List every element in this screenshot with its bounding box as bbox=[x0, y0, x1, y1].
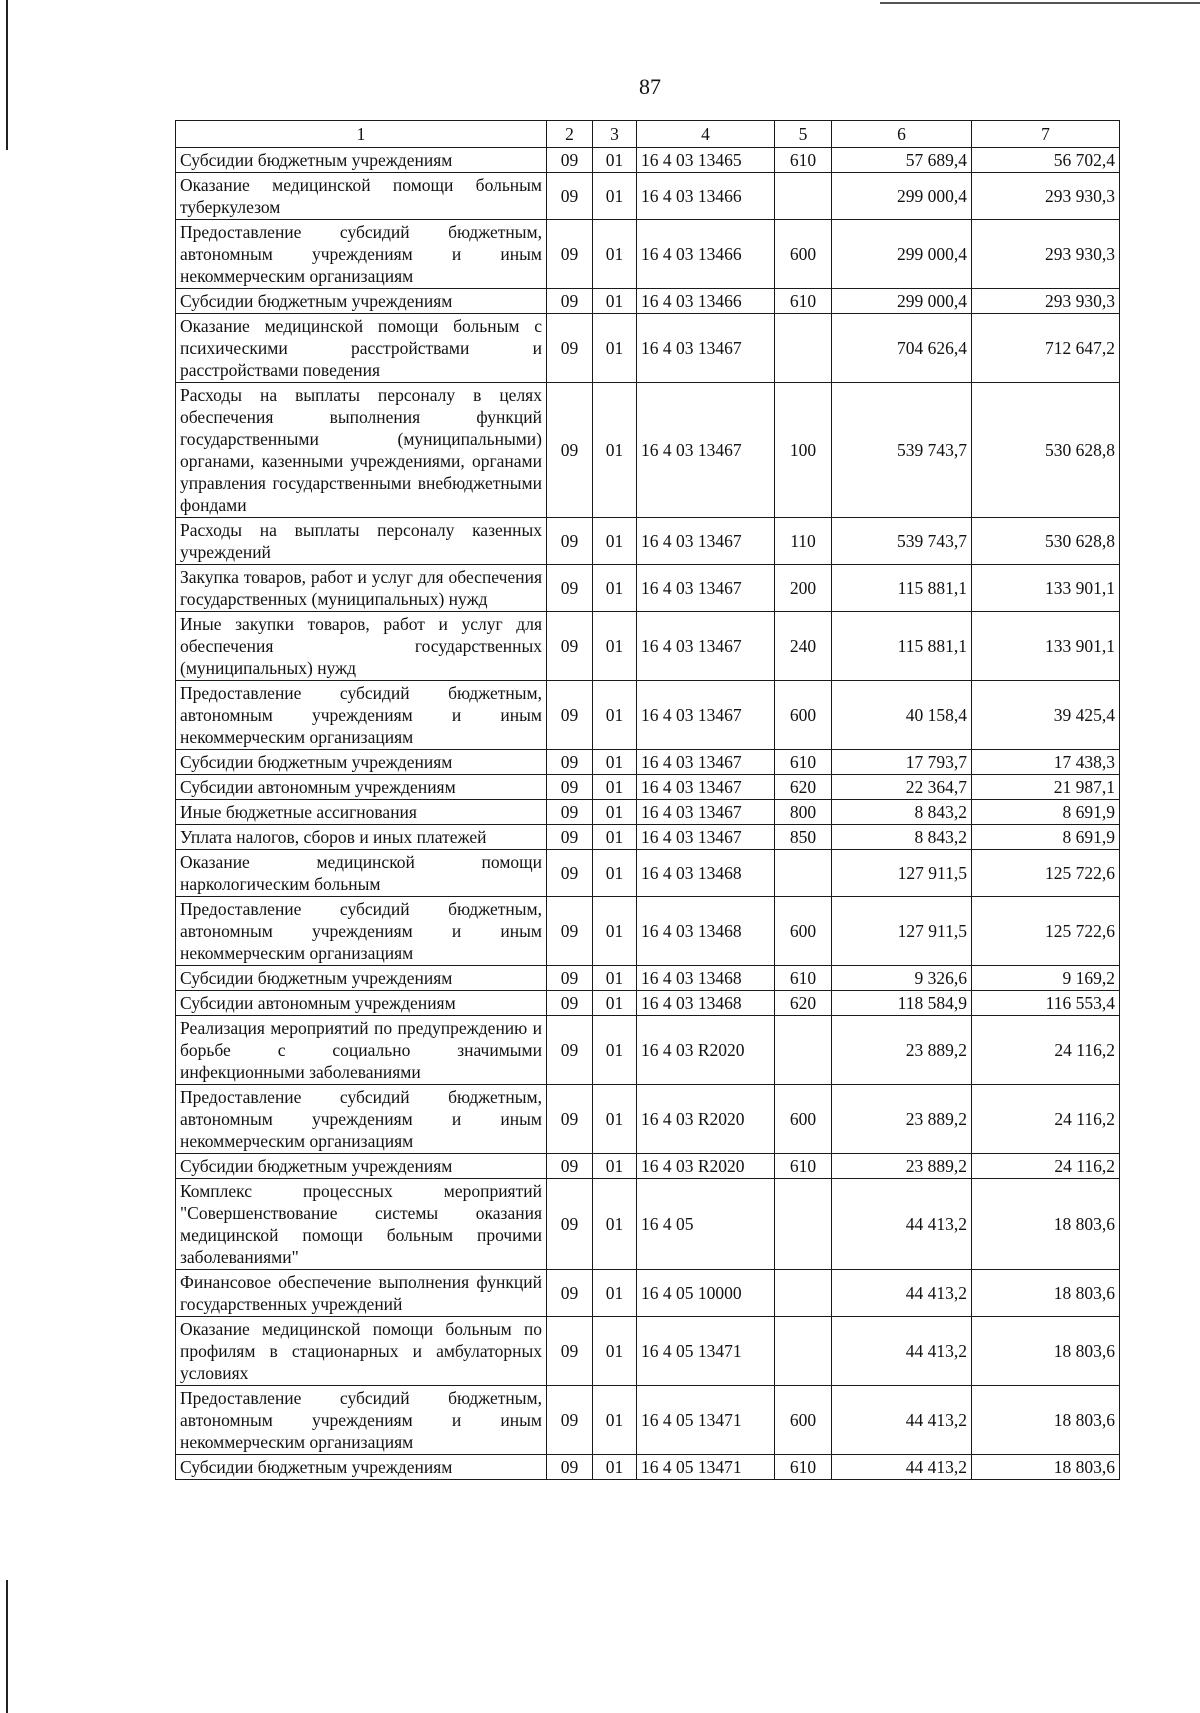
subsection-code-cell: 01 bbox=[593, 1317, 637, 1386]
subsection-code-cell: 01 bbox=[593, 314, 637, 383]
target-article-cell: 16 4 03 13468 bbox=[637, 966, 775, 991]
section-code-cell: 09 bbox=[547, 1386, 593, 1455]
scan-edge-mark bbox=[6, 1580, 8, 1713]
section-code-cell: 09 bbox=[547, 314, 593, 383]
amount-year-2-cell: 17 438,3 bbox=[972, 750, 1120, 775]
expenditure-name-cell: Субсидии бюджетным учреждениям bbox=[176, 1455, 547, 1480]
table-row bbox=[176, 565, 1120, 612]
amount-year-2-cell: 8 691,9 bbox=[972, 825, 1120, 850]
expenditure-name-cell: Субсидии бюджетным учреждениям bbox=[176, 750, 547, 775]
amount-year-1-cell: 44 413,2 bbox=[832, 1179, 972, 1270]
subsection-code-cell: 01 bbox=[593, 148, 637, 173]
amount-year-1-cell: 44 413,2 bbox=[832, 1455, 972, 1480]
target-article-cell: 16 4 03 13468 bbox=[637, 897, 775, 966]
expense-type-cell: 610 bbox=[775, 750, 832, 775]
expenditure-name-cell: Комплекс процессных мероприятий "Совершенствование системы оказания медицинской помощи больным прочими заболеваниями" bbox=[176, 1179, 547, 1270]
subsection-code-cell: 01 bbox=[593, 289, 637, 314]
expenditure-name-cell: Предоставление субсидий бюджетным, автономным учреждениям и иным некоммерческим организациям bbox=[176, 681, 547, 750]
table-row bbox=[176, 1270, 1120, 1317]
table-row bbox=[176, 314, 1120, 383]
expenditure-name-cell: Финансовое обеспечение выполнения функций государственных учреждений bbox=[176, 1270, 547, 1317]
amount-year-2-cell: 56 702,4 bbox=[972, 148, 1120, 173]
amount-year-1-cell: 8 843,2 bbox=[832, 800, 972, 825]
section-code-cell: 09 bbox=[547, 775, 593, 800]
subsection-code-cell: 01 bbox=[593, 565, 637, 612]
expense-type-cell bbox=[775, 1179, 832, 1270]
expense-type-cell: 610 bbox=[775, 966, 832, 991]
amount-year-1-cell: 299 000,4 bbox=[832, 173, 972, 220]
subsection-code-cell: 01 bbox=[593, 220, 637, 289]
column-header: 7 bbox=[972, 121, 1120, 148]
amount-year-2-cell: 530 628,8 bbox=[972, 383, 1120, 518]
expense-type-cell: 800 bbox=[775, 800, 832, 825]
expense-type-cell: 110 bbox=[775, 518, 832, 565]
table-row bbox=[176, 173, 1120, 220]
amount-year-2-cell: 8 691,9 bbox=[972, 800, 1120, 825]
amount-year-2-cell: 18 803,6 bbox=[972, 1179, 1120, 1270]
expenditure-name-cell: Оказание медицинской помощи наркологическим больным bbox=[176, 850, 547, 897]
amount-year-2-cell: 116 553,4 bbox=[972, 991, 1120, 1016]
section-code-cell: 09 bbox=[547, 966, 593, 991]
expense-type-cell bbox=[775, 850, 832, 897]
expense-type-cell: 600 bbox=[775, 897, 832, 966]
table-row bbox=[176, 289, 1120, 314]
amount-year-1-cell: 118 584,9 bbox=[832, 991, 972, 1016]
table-row bbox=[176, 1455, 1120, 1480]
expenditure-name-cell: Субсидии бюджетным учреждениям bbox=[176, 966, 547, 991]
section-code-cell: 09 bbox=[547, 612, 593, 681]
table-row bbox=[176, 681, 1120, 750]
section-code-cell: 09 bbox=[547, 1154, 593, 1179]
amount-year-1-cell: 9 326,6 bbox=[832, 966, 972, 991]
subsection-code-cell: 01 bbox=[593, 966, 637, 991]
subsection-code-cell: 01 bbox=[593, 1270, 637, 1317]
amount-year-2-cell: 125 722,6 bbox=[972, 897, 1120, 966]
expense-type-cell: 600 bbox=[775, 681, 832, 750]
table-row bbox=[176, 966, 1120, 991]
expense-type-cell bbox=[775, 1016, 832, 1085]
amount-year-1-cell: 23 889,2 bbox=[832, 1016, 972, 1085]
target-article-cell: 16 4 03 13468 bbox=[637, 991, 775, 1016]
section-code-cell: 09 bbox=[547, 220, 593, 289]
table-row bbox=[176, 825, 1120, 850]
amount-year-2-cell: 712 647,2 bbox=[972, 314, 1120, 383]
target-article-cell: 16 4 03 13467 bbox=[637, 825, 775, 850]
amount-year-2-cell: 9 169,2 bbox=[972, 966, 1120, 991]
expenditure-name-cell: Иные бюджетные ассигнования bbox=[176, 800, 547, 825]
amount-year-2-cell: 293 930,3 bbox=[972, 220, 1120, 289]
amount-year-1-cell: 44 413,2 bbox=[832, 1270, 972, 1317]
target-article-cell: 16 4 03 13467 bbox=[637, 681, 775, 750]
subsection-code-cell: 01 bbox=[593, 612, 637, 681]
subsection-code-cell: 01 bbox=[593, 518, 637, 565]
table-row bbox=[176, 897, 1120, 966]
amount-year-2-cell: 24 116,2 bbox=[972, 1016, 1120, 1085]
subsection-code-cell: 01 bbox=[593, 1016, 637, 1085]
amount-year-2-cell: 24 116,2 bbox=[972, 1154, 1120, 1179]
table-row bbox=[176, 1317, 1120, 1386]
target-article-cell: 16 4 03 R2020 bbox=[637, 1085, 775, 1154]
expense-type-cell bbox=[775, 1317, 832, 1386]
expenditure-name-cell: Субсидии бюджетным учреждениям bbox=[176, 148, 547, 173]
section-code-cell: 09 bbox=[547, 897, 593, 966]
amount-year-1-cell: 127 911,5 bbox=[832, 850, 972, 897]
target-article-cell: 16 4 03 R2020 bbox=[637, 1154, 775, 1179]
subsection-code-cell: 01 bbox=[593, 850, 637, 897]
expense-type-cell bbox=[775, 314, 832, 383]
target-article-cell: 16 4 03 13467 bbox=[637, 612, 775, 681]
table-row bbox=[176, 850, 1120, 897]
section-code-cell: 09 bbox=[547, 800, 593, 825]
section-code-cell: 09 bbox=[547, 750, 593, 775]
expenditure-name-cell: Реализация мероприятий по предупреждению и борьбе с социально значимыми инфекционными заболеваниями bbox=[176, 1016, 547, 1085]
expenditure-name-cell: Предоставление субсидий бюджетным, автономным учреждениям и иным некоммерческим организациям bbox=[176, 1386, 547, 1455]
target-article-cell: 16 4 03 R2020 bbox=[637, 1016, 775, 1085]
subsection-code-cell: 01 bbox=[593, 775, 637, 800]
subsection-code-cell: 01 bbox=[593, 1386, 637, 1455]
subsection-code-cell: 01 bbox=[593, 991, 637, 1016]
target-article-cell: 16 4 03 13467 bbox=[637, 518, 775, 565]
amount-year-2-cell: 18 803,6 bbox=[972, 1317, 1120, 1386]
table-row bbox=[176, 775, 1120, 800]
section-code-cell: 09 bbox=[547, 681, 593, 750]
scan-edge-mark bbox=[880, 2, 1200, 4]
amount-year-1-cell: 23 889,2 bbox=[832, 1085, 972, 1154]
expense-type-cell bbox=[775, 1270, 832, 1317]
expenditure-name-cell: Предоставление субсидий бюджетным, автономным учреждениям и иным некоммерческим организациям bbox=[176, 897, 547, 966]
expense-type-cell: 610 bbox=[775, 1154, 832, 1179]
table-row bbox=[176, 1016, 1120, 1085]
table-row bbox=[176, 220, 1120, 289]
section-code-cell: 09 bbox=[547, 383, 593, 518]
section-code-cell: 09 bbox=[547, 518, 593, 565]
amount-year-1-cell: 22 364,7 bbox=[832, 775, 972, 800]
target-article-cell: 16 4 03 13467 bbox=[637, 314, 775, 383]
subsection-code-cell: 01 bbox=[593, 750, 637, 775]
amount-year-2-cell: 39 425,4 bbox=[972, 681, 1120, 750]
expense-type-cell: 200 bbox=[775, 565, 832, 612]
column-header: 3 bbox=[593, 121, 637, 148]
expense-type-cell: 620 bbox=[775, 775, 832, 800]
amount-year-2-cell: 530 628,8 bbox=[972, 518, 1120, 565]
table-row bbox=[176, 991, 1120, 1016]
expenditure-name-cell: Предоставление субсидий бюджетным, автономным учреждениям и иным некоммерческим организациям bbox=[176, 220, 547, 289]
amount-year-2-cell: 18 803,6 bbox=[972, 1455, 1120, 1480]
amount-year-1-cell: 23 889,2 bbox=[832, 1154, 972, 1179]
expenditure-name-cell: Субсидии бюджетным учреждениям bbox=[176, 289, 547, 314]
amount-year-2-cell: 21 987,1 bbox=[972, 775, 1120, 800]
amount-year-1-cell: 57 689,4 bbox=[832, 148, 972, 173]
expenditure-name-cell: Оказание медицинской помощи больным туберкулезом bbox=[176, 173, 547, 220]
amount-year-2-cell: 18 803,6 bbox=[972, 1270, 1120, 1317]
subsection-code-cell: 01 bbox=[593, 383, 637, 518]
amount-year-1-cell: 115 881,1 bbox=[832, 612, 972, 681]
table-row bbox=[176, 1179, 1120, 1270]
amount-year-1-cell: 115 881,1 bbox=[832, 565, 972, 612]
amount-year-2-cell: 24 116,2 bbox=[972, 1085, 1120, 1154]
table-row bbox=[176, 612, 1120, 681]
column-header: 5 bbox=[775, 121, 832, 148]
amount-year-1-cell: 17 793,7 bbox=[832, 750, 972, 775]
column-header: 2 bbox=[547, 121, 593, 148]
expense-type-cell: 600 bbox=[775, 1386, 832, 1455]
subsection-code-cell: 01 bbox=[593, 1455, 637, 1480]
expense-type-cell: 620 bbox=[775, 991, 832, 1016]
section-code-cell: 09 bbox=[547, 173, 593, 220]
budget-table bbox=[175, 120, 1120, 1480]
column-header: 1 bbox=[176, 121, 547, 148]
table-header-row bbox=[176, 121, 1120, 148]
amount-year-1-cell: 40 158,4 bbox=[832, 681, 972, 750]
table-row bbox=[176, 750, 1120, 775]
amount-year-2-cell: 293 930,3 bbox=[972, 173, 1120, 220]
column-header: 4 bbox=[637, 121, 775, 148]
amount-year-1-cell: 127 911,5 bbox=[832, 897, 972, 966]
target-article-cell: 16 4 03 13466 bbox=[637, 173, 775, 220]
expense-type-cell: 850 bbox=[775, 825, 832, 850]
subsection-code-cell: 01 bbox=[593, 681, 637, 750]
amount-year-2-cell: 18 803,6 bbox=[972, 1386, 1120, 1455]
section-code-cell: 09 bbox=[547, 1455, 593, 1480]
amount-year-2-cell: 133 901,1 bbox=[972, 612, 1120, 681]
column-header: 6 bbox=[832, 121, 972, 148]
expenditure-name-cell: Субсидии автономным учреждениям bbox=[176, 775, 547, 800]
section-code-cell: 09 bbox=[547, 825, 593, 850]
table-row bbox=[176, 1386, 1120, 1455]
expenditure-name-cell: Иные закупки товаров, работ и услуг для обеспечения государственных (муниципальных) нужд bbox=[176, 612, 547, 681]
table-row bbox=[176, 1085, 1120, 1154]
expense-type-cell: 240 bbox=[775, 612, 832, 681]
target-article-cell: 16 4 05 10000 bbox=[637, 1270, 775, 1317]
subsection-code-cell: 01 bbox=[593, 1085, 637, 1154]
section-code-cell: 09 bbox=[547, 850, 593, 897]
target-article-cell: 16 4 05 13471 bbox=[637, 1317, 775, 1386]
table-row bbox=[176, 518, 1120, 565]
expenditure-name-cell: Закупка товаров, работ и услуг для обеспечения государственных (муниципальных) нужд bbox=[176, 565, 547, 612]
amount-year-1-cell: 299 000,4 bbox=[832, 289, 972, 314]
table-row bbox=[176, 148, 1120, 173]
section-code-cell: 09 bbox=[547, 148, 593, 173]
amount-year-1-cell: 8 843,2 bbox=[832, 825, 972, 850]
amount-year-1-cell: 44 413,2 bbox=[832, 1386, 972, 1455]
table-row bbox=[176, 1154, 1120, 1179]
subsection-code-cell: 01 bbox=[593, 1179, 637, 1270]
amount-year-1-cell: 539 743,7 bbox=[832, 383, 972, 518]
target-article-cell: 16 4 03 13468 bbox=[637, 850, 775, 897]
table-row bbox=[176, 383, 1120, 518]
section-code-cell: 09 bbox=[547, 1270, 593, 1317]
expenditure-name-cell: Предоставление субсидий бюджетным, автономным учреждениям и иным некоммерческим организациям bbox=[176, 1085, 547, 1154]
section-code-cell: 09 bbox=[547, 1016, 593, 1085]
target-article-cell: 16 4 03 13466 bbox=[637, 289, 775, 314]
expenditure-name-cell: Расходы на выплаты персоналу в целях обеспечения выполнения функций государственными (муниципальными) органами, казенными учреждениями, органами управления государственными внебюджетными фондами bbox=[176, 383, 547, 518]
expenditure-name-cell: Оказание медицинской помощи больным по профилям в стационарных и амбулаторных условиях bbox=[176, 1317, 547, 1386]
target-article-cell: 16 4 05 13471 bbox=[637, 1455, 775, 1480]
amount-year-1-cell: 299 000,4 bbox=[832, 220, 972, 289]
section-code-cell: 09 bbox=[547, 991, 593, 1016]
target-article-cell: 16 4 03 13467 bbox=[637, 775, 775, 800]
expense-type-cell: 600 bbox=[775, 1085, 832, 1154]
target-article-cell: 16 4 03 13467 bbox=[637, 750, 775, 775]
table-row bbox=[176, 800, 1120, 825]
section-code-cell: 09 bbox=[547, 1317, 593, 1386]
target-article-cell: 16 4 05 13471 bbox=[637, 1386, 775, 1455]
section-code-cell: 09 bbox=[547, 565, 593, 612]
expenditure-name-cell: Уплата налогов, сборов и иных платежей bbox=[176, 825, 547, 850]
expense-type-cell: 100 bbox=[775, 383, 832, 518]
expense-type-cell: 610 bbox=[775, 148, 832, 173]
amount-year-1-cell: 704 626,4 bbox=[832, 314, 972, 383]
target-article-cell: 16 4 03 13467 bbox=[637, 565, 775, 612]
amount-year-2-cell: 133 901,1 bbox=[972, 565, 1120, 612]
amount-year-1-cell: 539 743,7 bbox=[832, 518, 972, 565]
subsection-code-cell: 01 bbox=[593, 173, 637, 220]
page-number: 87 bbox=[639, 74, 661, 99]
target-article-cell: 16 4 03 13466 bbox=[637, 220, 775, 289]
amount-year-2-cell: 293 930,3 bbox=[972, 289, 1120, 314]
expenditure-name-cell: Субсидии бюджетным учреждениям bbox=[176, 1154, 547, 1179]
target-article-cell: 16 4 03 13467 bbox=[637, 383, 775, 518]
section-code-cell: 09 bbox=[547, 289, 593, 314]
expenditure-name-cell: Расходы на выплаты персоналу казенных учреждений bbox=[176, 518, 547, 565]
expenditure-name-cell: Субсидии автономным учреждениям bbox=[176, 991, 547, 1016]
target-article-cell: 16 4 05 bbox=[637, 1179, 775, 1270]
target-article-cell: 16 4 03 13467 bbox=[637, 800, 775, 825]
subsection-code-cell: 01 bbox=[593, 800, 637, 825]
section-code-cell: 09 bbox=[547, 1179, 593, 1270]
expense-type-cell: 610 bbox=[775, 289, 832, 314]
subsection-code-cell: 01 bbox=[593, 825, 637, 850]
amount-year-2-cell: 125 722,6 bbox=[972, 850, 1120, 897]
expense-type-cell bbox=[775, 173, 832, 220]
section-code-cell: 09 bbox=[547, 1085, 593, 1154]
expense-type-cell: 600 bbox=[775, 220, 832, 289]
subsection-code-cell: 01 bbox=[593, 897, 637, 966]
amount-year-1-cell: 44 413,2 bbox=[832, 1317, 972, 1386]
expenditure-name-cell: Оказание медицинской помощи больным с психическими расстройствами и расстройствами поведения bbox=[176, 314, 547, 383]
target-article-cell: 16 4 03 13465 bbox=[637, 148, 775, 173]
expense-type-cell: 610 bbox=[775, 1455, 832, 1480]
subsection-code-cell: 01 bbox=[593, 1154, 637, 1179]
